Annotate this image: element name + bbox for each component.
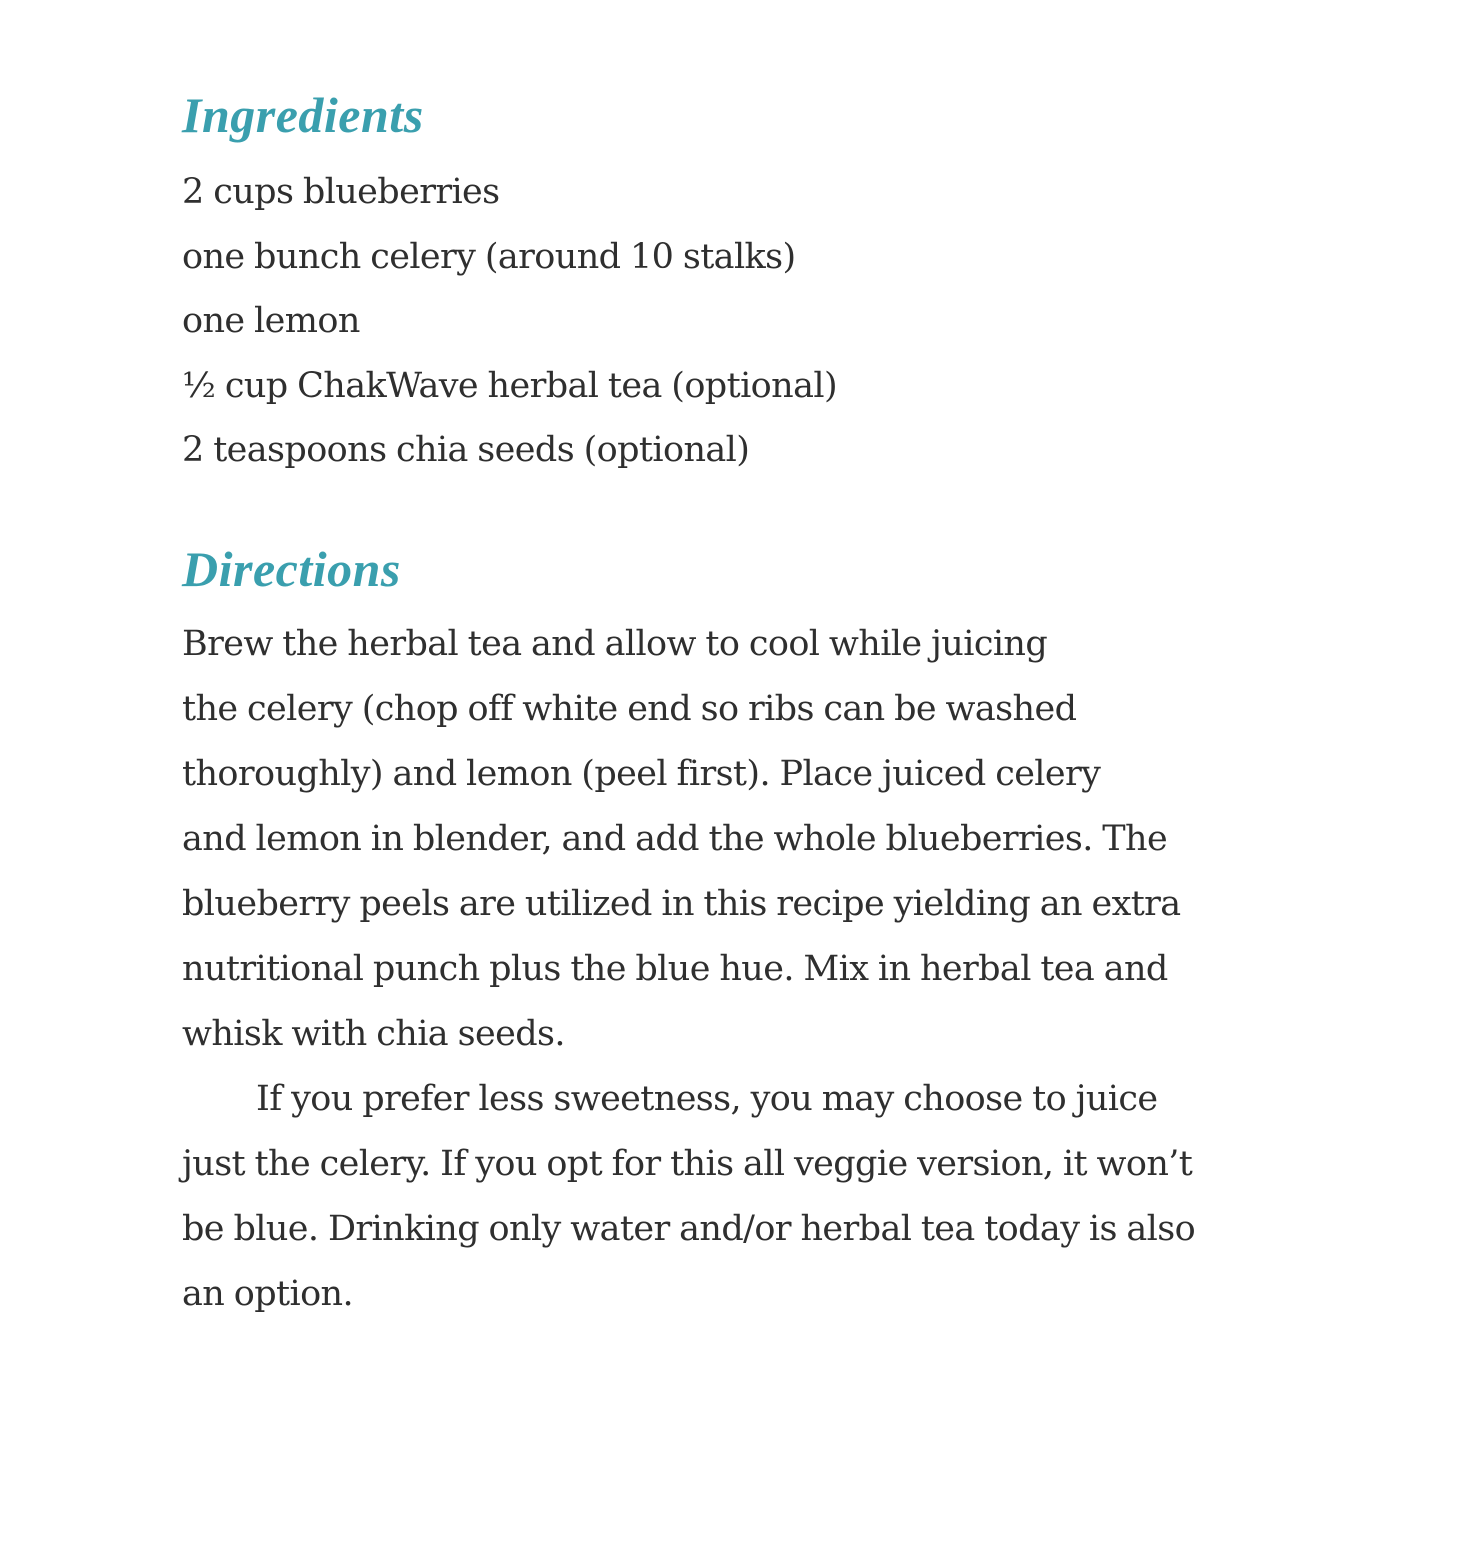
directions-paragraph-2: [182, 1067, 1195, 1327]
text-line: and lemon in blender, and add the whole blueberries. The: [182, 819, 1168, 859]
text-line: the celery (chop off white end so ribs can be washed: [182, 689, 1077, 729]
text-line: whisk with chia seeds.: [182, 1014, 565, 1054]
text-line: just the celery. If you opt for this all veggie version, it won’t: [182, 1144, 1193, 1184]
ingredient-item: one lemon: [182, 301, 360, 341]
text-line: an option.: [182, 1274, 354, 1314]
text-line: If you prefer less sweetness, you may choose to juice: [256, 1079, 1158, 1119]
text-line: nutritional punch plus the blue hue. Mix in herbal tea and: [182, 949, 1168, 989]
text-line: blueberry peels are utilized in this recipe yielding an extra: [182, 884, 1181, 924]
ingredient-item: ½ cup ChakWave herbal tea (optional): [182, 365, 837, 406]
directions-paragraph-1: [182, 612, 1195, 1067]
text-line: be blue. Drinking only water and/or herbal tea today is also: [182, 1209, 1196, 1249]
directions-heading: Directions: [182, 541, 401, 597]
ingredient-list: [182, 160, 837, 483]
directions-body: [182, 612, 1195, 1327]
ingredient-item: one bunch celery (around 10 stalks): [182, 236, 796, 277]
ingredient-item: 2 teaspoons chia seeds (optional): [182, 430, 750, 470]
text-line: thoroughly) and lemon (peel first). Place juiced celery: [182, 754, 1101, 794]
text-line: Brew the herbal tea and allow to cool while juicing: [182, 624, 1048, 664]
ingredients-heading: Ingredients: [182, 87, 424, 143]
ingredient-item: 2 cups blueberries: [182, 172, 500, 212]
